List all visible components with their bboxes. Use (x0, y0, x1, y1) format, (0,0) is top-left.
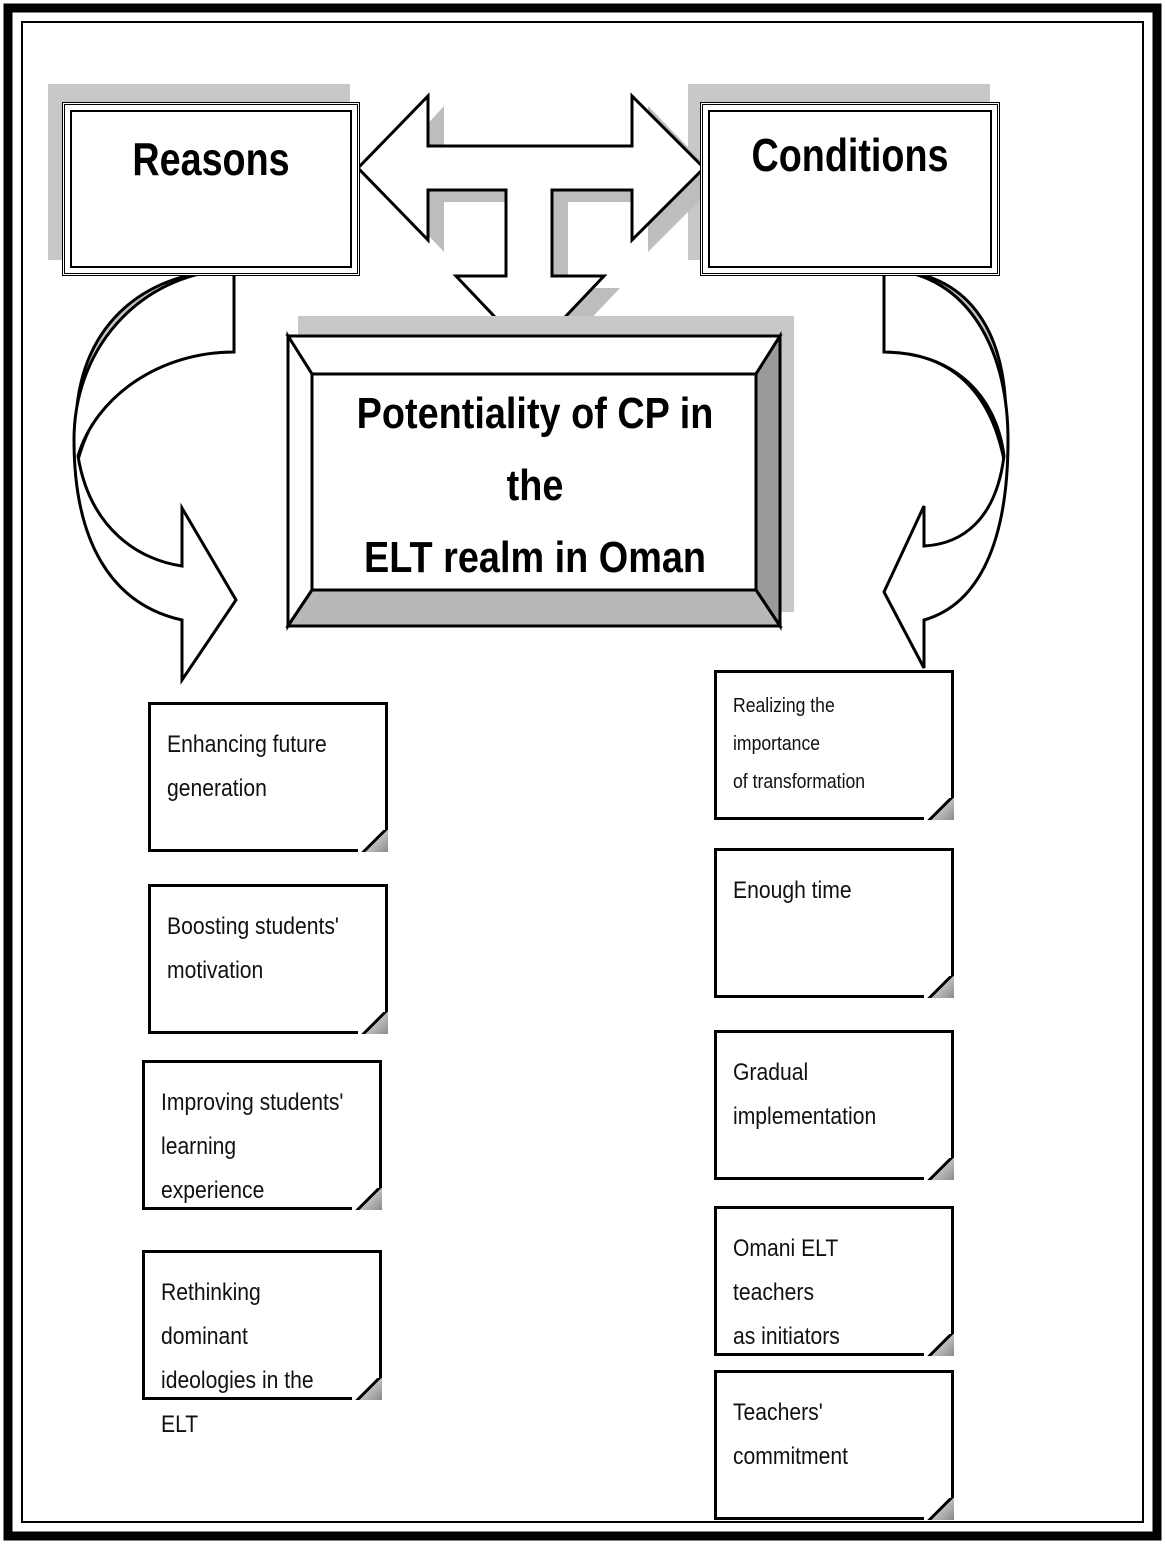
condition-note-text: Enough time (733, 877, 852, 904)
condition-note-text: Gradual implementation (733, 1059, 877, 1130)
center-bevel-left (288, 336, 312, 626)
left-curve-arrow (74, 270, 236, 680)
center-bevel-right (756, 336, 780, 626)
condition-note-text: Teachers' commitment (733, 1399, 849, 1470)
reason-note-text: Rethinking dominant ideologies in the ELT (161, 1279, 314, 1438)
reason-note (148, 702, 388, 852)
condition-note (714, 1030, 954, 1180)
condition-note-text: Omani ELT teachers as initiators (733, 1235, 840, 1350)
reason-note (142, 1250, 382, 1438)
reason-note-text: Boosting students' motivation (167, 913, 339, 984)
reason-note-text: Improving students' learning experience (161, 1089, 344, 1204)
condition-note (714, 1206, 954, 1356)
reason-note (142, 1060, 382, 1210)
center-bevel-bottom (288, 590, 780, 626)
center-bevel-top (288, 336, 780, 374)
condition-note-text: Realizing the importance of transformation (733, 695, 866, 793)
reason-note (148, 884, 388, 1034)
condition-note (714, 670, 954, 820)
condition-note (714, 848, 954, 998)
center-title: Potentiality of CP in the ELT realm in Oman (356, 389, 714, 582)
reasons-label: Reasons (132, 133, 290, 185)
conditions-label: Conditions (751, 129, 949, 181)
reason-note-text: Enhancing future generation (167, 731, 327, 802)
condition-note (714, 1370, 954, 1520)
